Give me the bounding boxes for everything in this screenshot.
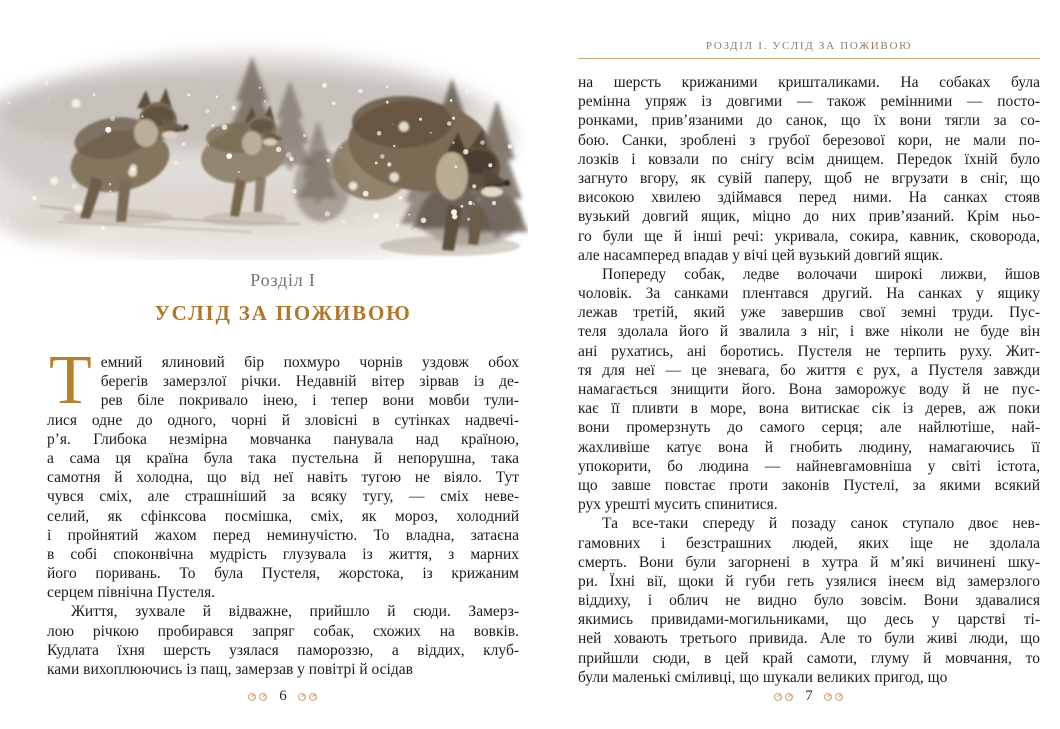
- text-line: віддиху, і облич не видно було зовсім. Вони здавалися: [578, 592, 1040, 610]
- text-line: бою. Санки, зроблені з грубої березової кори, не мали по-: [578, 131, 1040, 149]
- text-line: го були ще й інші речі: укривала, сокира, кавник, сковорода,: [578, 227, 1040, 245]
- text-line: смерть. Вони були загорнені в хутра й м’які вичинені шку-: [578, 553, 1040, 571]
- text-line: в собі споконвічна мудрість глузувала із життя, з марних: [47, 545, 519, 563]
- drop-cap: Т: [49, 342, 92, 419]
- text-line: високою хвилею здіймався перед ними. На санках стояв: [578, 189, 1040, 207]
- text-line: Та все-таки спереду й позаду санок ступало двоє нев-: [602, 515, 1040, 533]
- text-line: намагається знищити його. Вона заморожує воду й не пус-: [578, 381, 1040, 398]
- scroll-ornament-icon: [772, 692, 796, 702]
- text-line: ри. Їхні вії, щоки й губи геть узялися інеєм від замерзлого: [578, 572, 1040, 590]
- text-line: ремінна упряж із довгими — також ремінними — посто-: [578, 93, 1040, 111]
- left-page-footer: [47, 688, 519, 705]
- text-line: рев біле покривало інею, і тепер вони мовби тули-: [100, 392, 519, 410]
- right-page-footer: [578, 688, 1040, 705]
- text-line: були маленькі сміливці, що шукали великих пригод, що: [578, 668, 948, 686]
- text-line: але насамперед впадав у вічі цей вузький довгий ящик.: [578, 246, 944, 264]
- text-line: вони промерзнуть до самого серця; але найлютіше, най-: [578, 419, 1040, 437]
- text-line: рух урешті мусить спинитися.: [578, 496, 778, 514]
- chapter-title: УСЛІД ЗА ПОЖИВОЮ: [154, 301, 412, 325]
- running-head-rule: [578, 58, 1040, 59]
- scroll-ornament-icon: [296, 692, 320, 702]
- text-line: лися одне до одного, чорні й зловісні в сутінках надвечі-: [47, 411, 519, 429]
- text-line: і пройнятий жахом перед неминучістю. То владна, затаєна: [47, 526, 519, 544]
- text-line: теля здолала його й звалила з ніг, і вже ніколи не буде він: [578, 323, 1040, 341]
- text-line: Кудлата їхня шерсть узялася памороззю, а віддих, клуб-: [47, 641, 519, 659]
- text-line: тя для неї — це зневага, бо життя є рух, а Пустеля завжди: [578, 361, 1040, 379]
- text-line: упокорити, бо людина — найневгамовніша у світі істота,: [578, 457, 1040, 475]
- chapter-illustration: [0, 28, 528, 260]
- scroll-ornament-icon: [822, 692, 846, 702]
- text-line: лозків і ковзали по снігу всім днищем. Передок їхній було: [578, 150, 1040, 168]
- text-line: що завше повстає проти законів Пустелі, за якими всякий: [578, 476, 1040, 494]
- text-line: Життя, зухвале й відважне, прийшло й сюди. Замерз-: [71, 603, 519, 621]
- text-line: самотня й холодна, що від неї навіть тугою не віяло. Тут: [47, 469, 519, 487]
- page-number: 6: [279, 688, 287, 704]
- chapter-label: Розділ I: [250, 270, 316, 290]
- text-line: Попереду собак, ледве волочачи широкі лижви, йшов: [602, 265, 1040, 283]
- text-line: чоловік. За санками плентався другий. На санках у ящику: [578, 285, 1040, 303]
- text-line: вузький довгий ящик, міцно до них прив’язаний. Крім ньо-: [578, 208, 1040, 226]
- text-line: р’я. Глибока незмірна мовчанка панувала над країною,: [47, 430, 519, 448]
- paragraph: [47, 342, 519, 602]
- text-line: ней ховають третього привида. Але то були живі люди, що: [578, 630, 1040, 648]
- paragraph: [578, 514, 1040, 687]
- right-page-body: [578, 73, 1040, 687]
- text-line: лежав третій, який уже завершив свої земні труди. Пус-: [578, 304, 1040, 322]
- text-line: а сама ця країна була така пустельна й непорушна, така: [47, 449, 519, 467]
- text-line: ані рухатись, ані боротись. Пустеля не терпить руху. Жит-: [578, 342, 1040, 360]
- text-line: якимись привидами-могильниками, що десь у царстві ті-: [578, 611, 1040, 629]
- scroll-ornament-icon: [246, 692, 270, 702]
- text-line: прийшли сюди, в цей край самоти, глуму й мовчання, то: [578, 649, 1040, 667]
- text-line: на шерсть крижаними кришталиками. На собаках була: [578, 74, 1040, 91]
- right-page: [530, 0, 1060, 729]
- text-line: серцем північна Пустеля.: [47, 584, 216, 602]
- text-line: жахливіше катує вона й гнобить людину, намагаючись її: [578, 438, 1040, 456]
- paragraph: [578, 265, 1040, 514]
- text-line: емний ялиновий бір похмуро чорнів уздовж обох: [100, 354, 519, 371]
- chapter-illustration-box: [0, 28, 528, 260]
- text-line: ками вихоплюючись із пащ, замерзав у повітрі й осідав: [47, 661, 413, 678]
- text-line: селий, як сфінксова посмішка, сміх, як мороз, холодний: [47, 507, 519, 525]
- text-line: загнуто вгору, як сувій паперу, щоб не вгрузати в сніг, що: [578, 169, 1040, 187]
- paragraph: [47, 602, 519, 679]
- text-line: гамовних і безстрашних людей, яких іще не здолала: [578, 534, 1040, 552]
- text-line: його поривань. То була Пустеля, жорстока, із крижаним: [47, 565, 519, 583]
- running-head: РОЗДІЛ І. УСЛІД ЗА ПОЖИВОЮ: [705, 40, 913, 52]
- text-line: берегів замерзлої річки. Недавній вітер зірвав із де-: [100, 373, 519, 391]
- paragraph: [578, 73, 1040, 265]
- text-line: кає її пливти в море, вона витискає сік із дерев, аж поки: [578, 400, 1040, 418]
- text-line: лою річкою пробирався запряг собак, схожих на вовків.: [47, 622, 519, 640]
- page-number: 7: [805, 688, 813, 704]
- left-page-body: [47, 342, 519, 679]
- text-line: чувся сміх, але страшніший за всяку тугу, — сміх неве-: [47, 488, 519, 506]
- text-line: ронками, прив’язаними до санок, що їх вони тягли за со-: [578, 112, 1040, 130]
